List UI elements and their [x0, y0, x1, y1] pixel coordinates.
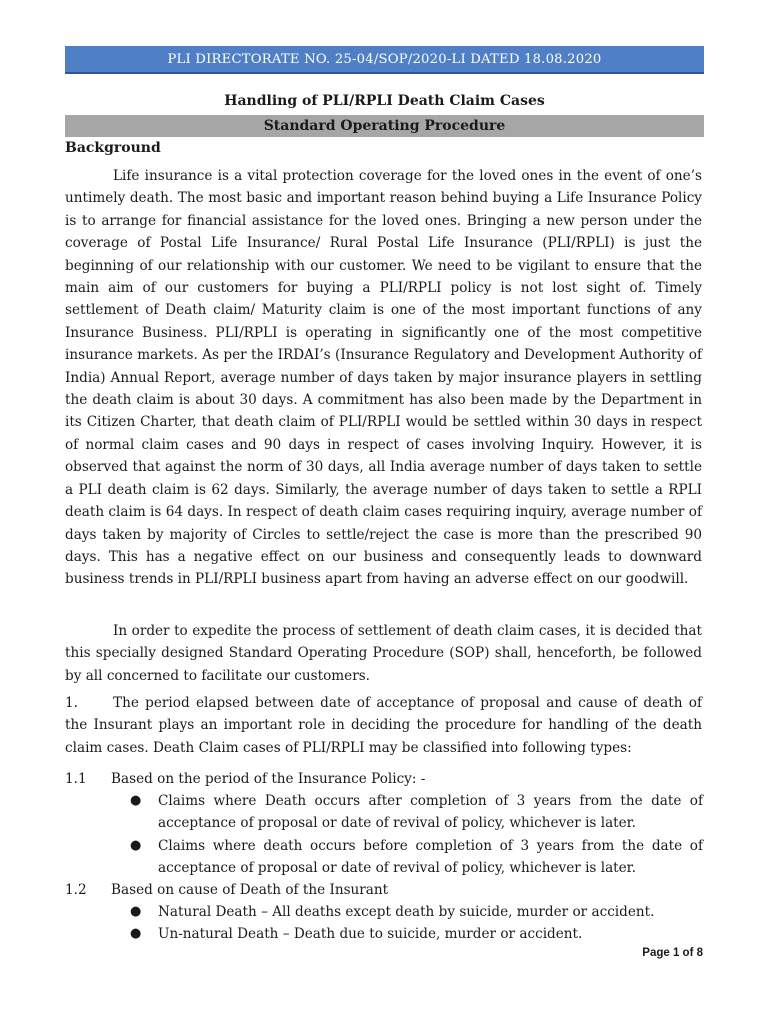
document-subtitle: Standard Operating Procedure — [65, 115, 704, 137]
directorate-banner: PLI DIRECTORATE NO. 25-04/SOP/2020-LI DATED 18.08.2020 — [65, 46, 704, 74]
list-item — [130, 790, 703, 835]
section-1-1-heading — [65, 768, 425, 790]
section-1-2-bullet-list — [130, 901, 703, 946]
section-1-1-number: 1.1 — [65, 771, 87, 787]
list-item — [130, 835, 703, 880]
background-paragraph-2-text: In order to expedite the process of settlement of death claim cases, it is decided that this specially designed Standard Operating Procedure (SOP) shall, henceforth, be followed by all concerned to facilitate our customers. — [65, 623, 702, 684]
section-1-1-title: Based on the period of the Insurance Policy: - — [111, 771, 426, 787]
section-1-2-number: 1.2 — [65, 882, 87, 898]
section-1-1-bullet-list — [130, 790, 703, 880]
list-item-text: Claims where death occurs before completion of 3 years from the date of acceptance of proposal or date of revival of policy, whichever is later. — [158, 837, 703, 877]
background-heading: Background — [65, 140, 161, 156]
background-paragraph-1 — [65, 165, 702, 591]
list-item-text: Un-natural Death – Death due to suicide, murder or accident. — [158, 926, 583, 943]
document-title: Handling of PLI/RPLI Death Claim Cases — [224, 93, 545, 109]
bullet-dot-icon: ● — [130, 837, 142, 853]
background-paragraph-2 — [65, 620, 702, 687]
bullet-dot-icon: ● — [130, 904, 142, 919]
list-item-text: Natural Death – All deaths except death by suicide, murder or accident. — [158, 904, 655, 920]
background-paragraph-1-text: Life insurance is a vital protection coverage for the loved ones in the event of one’s untimely death. The most basic and important reason behind buying a Life Insurance Policy is to arrange for financial assistance for the loved ones. Bringing a new person under the coverage of Postal Life Insurance/ Rural Postal Life Insurance (PLI/RPLI) is just the beginning of our relationship with our customer. We need to be vigilant to ensure that the main aim of our customers for buying a PLI/RPLI policy is not lost sight of. Timely settlement of Death claim/ Maturity claim is one of the most important functions of any Insurance Business. PLI/RPLI is operating in significantly one of the most competitive insurance markets. As per the IRDAI’s (Insurance Regulatory and Development Authority of India) Annual Report, average number of days taken by major insurance players in settling the death claim is about 30 days. A commitment has also been made by the Department in its Citizen Charter, that death claim of PLI/RPLI would be settled within 30 days in respect of normal claim cases and 90 days in respect of cases involving Inquiry. However, it is observed that against the norm of 30 days, all India average number of days taken to settle a PLI death claim is 62 days. Similarly, the average number of days taken to settle a RPLI death claim is 64 days. In respect of death claim cases requiring inquiry, average number of days taken by majority of Circles to settle/reject the case is more than the prescribed 90 days. This has a negative effect on our business and consequently leads to downward business trends in PLI/RPLI business apart from having an adverse effect on our goodwill. — [65, 168, 702, 588]
page-number: Page 1 of 8 — [642, 947, 703, 959]
list-item — [130, 901, 703, 923]
section-1-number: 1. — [65, 695, 78, 711]
bullet-dot-icon: ● — [130, 926, 142, 942]
list-item — [130, 923, 703, 945]
section-1 — [65, 692, 702, 759]
bullet-dot-icon: ● — [130, 793, 142, 808]
list-item-text: Claims where Death occurs after completion of 3 years from the date of acceptance of proposal or date of revival of policy, whichever is later. — [158, 793, 703, 832]
section-1-text: The period elapsed between date of acceptance of proposal and cause of death of the Insurant plays an important role in deciding the procedure for handling of the death claim cases. Death Claim cases of PLI/RPLI may be classified into following types: — [65, 695, 702, 756]
section-1-2-title: Based on cause of Death of the Insurant — [111, 882, 389, 898]
section-1-2-heading — [65, 879, 388, 901]
